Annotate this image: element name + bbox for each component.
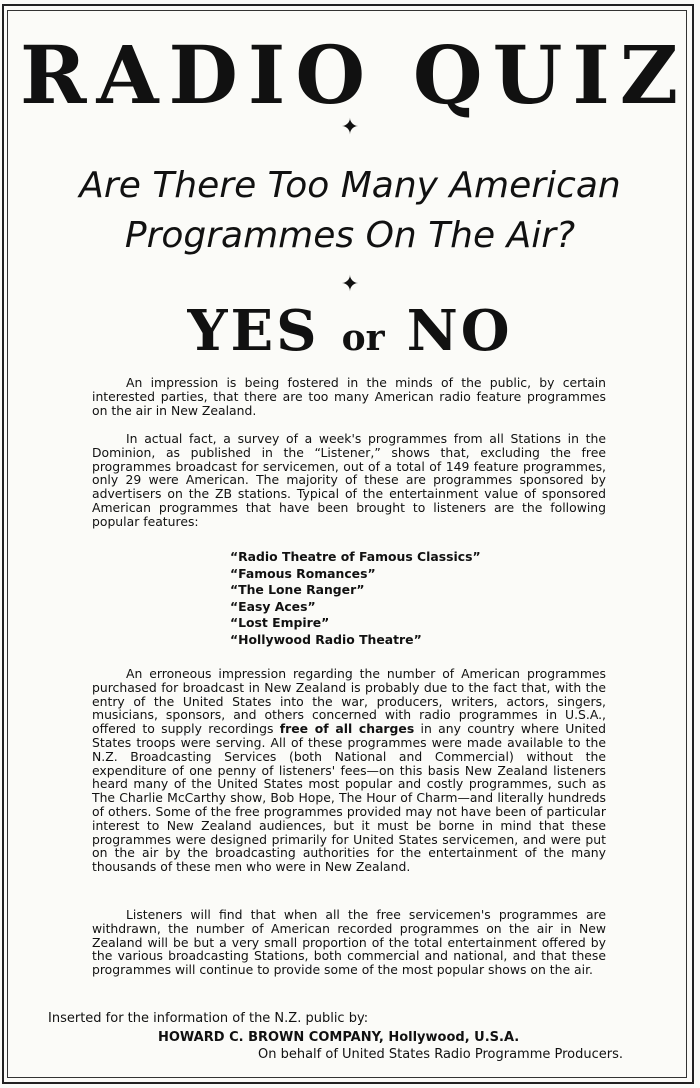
bold-phrase: free of all charges bbox=[279, 721, 415, 737]
company-name: HOWARD C. BROWN COMPANY, Hollywood, U.S.A. bbox=[158, 1030, 520, 1045]
body-paragraph-4 bbox=[92, 908, 606, 977]
list-item: “The Lone Ranger” bbox=[230, 582, 365, 597]
list-item: “Hollywood Radio Theatre” bbox=[230, 631, 422, 647]
body-paragraph-1 bbox=[92, 376, 606, 417]
list-item: “Easy Aces” bbox=[230, 598, 316, 614]
paragraph-text-part: An erroneous impression regarding the number of American programmes purchased for broadcast in New Zealand is probably due to the fact that, with the entry of the United States into the war, producers, writers, actors, singers, musicians, sponsors, and others concerned with radio programmes in U.S.A., offered to supply recordings bbox=[92, 666, 606, 737]
diamond-ornament-icon: ✦ bbox=[340, 115, 360, 140]
answer-yes: YES bbox=[187, 298, 320, 364]
yes-or-no-heading bbox=[40, 296, 660, 380]
question-line-2: Programmes On The Air? bbox=[124, 215, 576, 256]
list-item: “Radio Theatre of Famous Classics” bbox=[230, 549, 481, 564]
list-item: “Famous Romances” bbox=[230, 565, 376, 581]
body-paragraph-3 bbox=[92, 667, 606, 874]
paragraph-text: Listeners will find that when all the free servicemen's programmes are withdrawn, the number of American recorded programmes on the air in New Zealand will be but a very small proportion of the total entertainment offered by the various broadcasting Stations, both commercial and national, and that these programmes will continue to provide some of the most popular shows on the air. bbox=[92, 907, 606, 978]
paragraph-text bbox=[92, 667, 606, 874]
headline-title: RADIO QUIZ bbox=[20, 28, 689, 122]
body-paragraph-2 bbox=[92, 432, 606, 529]
answer-no: NO bbox=[406, 298, 513, 364]
diamond-ornament-icon: ✦ bbox=[340, 272, 360, 297]
paragraph-text-part: in any country where United States troops were serving. All of these programmes were made available to the N.Z. Broadcasting Services (both National and Commercial) without the expenditure of one penny of listeners' fees—on this basis New Zealand listeners heard many of the United States most popular and costly programmes, such as The Charlie McCarthy show, Bob Hope, The Hour of Charm—and literally hundreds of others. Some of the free programmes provided may not have been of particular interest to New Zealand audiences, but it must be borne in mind that these programmes were designed primarily for United States servicemen, and were put on the air by the broadcasting authorities for the entertainment of the many thousands of these men who were in New Zealand. bbox=[92, 721, 607, 875]
list-item: “Lost Empire” bbox=[230, 615, 330, 630]
features-list bbox=[230, 549, 610, 648]
behalf-line: On behalf of United States Radio Programme Producers. bbox=[258, 1047, 624, 1062]
question-line-1: Are There Too Many American bbox=[79, 165, 621, 206]
inserted-by-line: Inserted for the information of the N.Z. public by: bbox=[48, 1011, 369, 1026]
paragraph-text: An impression is being fostered in the minds of the public, by certain interested parties, that there are too many American radio feature programmes on the air in New Zealand. bbox=[92, 375, 606, 418]
paragraph-text: In actual fact, a survey of a week's programmes from all Stations in the Dominion, as published in the “Listener,” shows that, excluding the free programmes broadcast for servicemen, out of a total of 149 feature programmes, only 29 were American. The majority of these are programmes sponsored by advertisers on the ZB stations. Typical of the entertainment value of sponsored American programmes that have been brought to listeners are the following popular features: bbox=[92, 431, 606, 529]
answer-or: or bbox=[341, 317, 385, 359]
